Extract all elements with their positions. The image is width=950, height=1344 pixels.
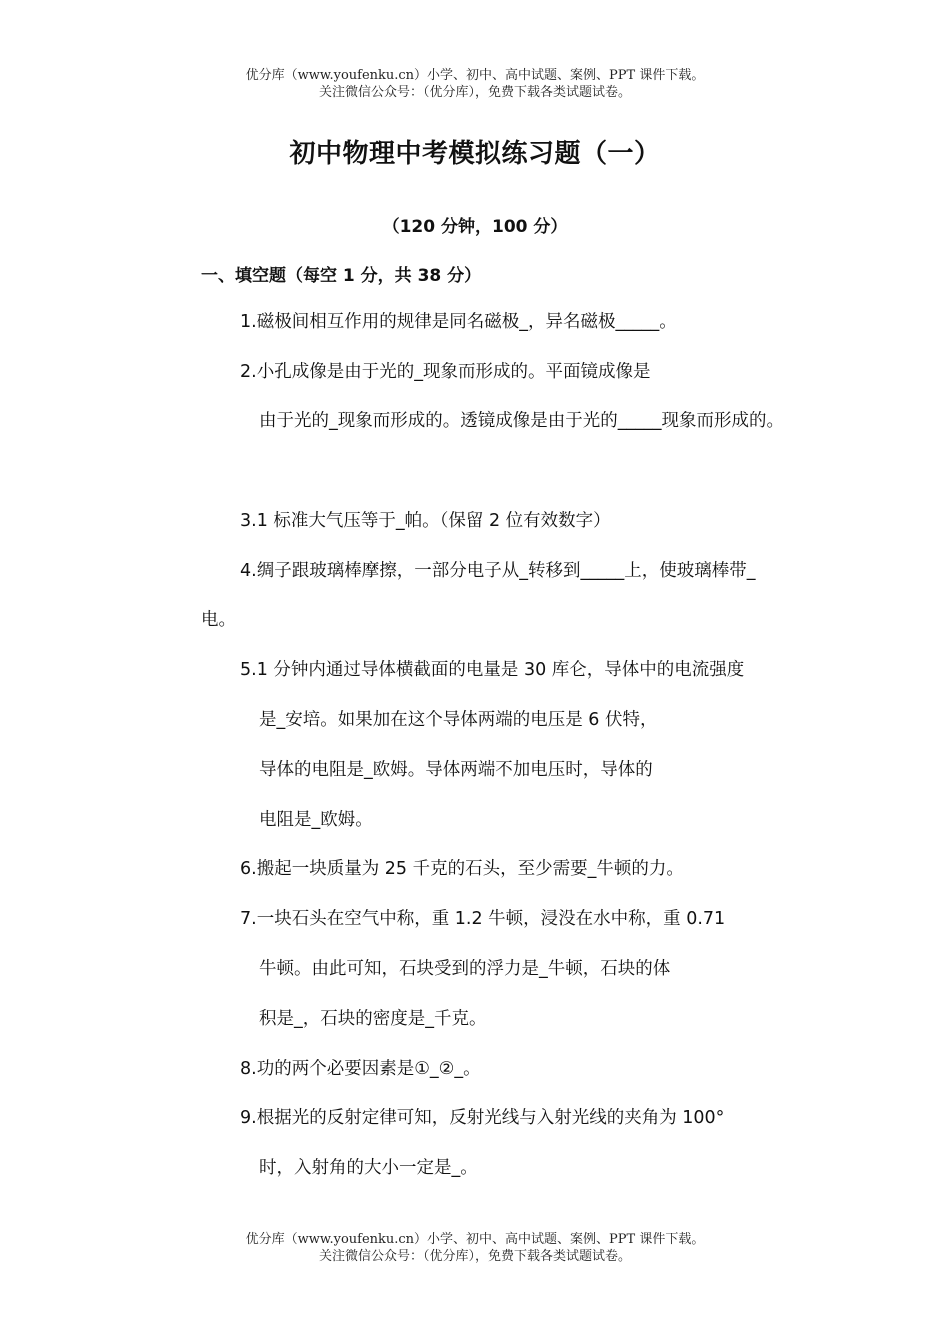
question-line: 9.根据光的反射定律可知，反射光线与入射光线的夹角为 100° xyxy=(240,1108,725,1128)
page-title: 初中物理中考模拟练习题（一） xyxy=(289,139,661,169)
question-line: 2.小孔成像是由于光的_现象而形成的。平面镜成像是 xyxy=(240,362,651,382)
question-line: 4.绸子跟玻璃棒摩擦，一部分电子从_转移到_____上，使玻璃棒带_ xyxy=(240,561,756,581)
page-header xyxy=(0,67,950,101)
question-line: 牛顿。由此可知，石块受到的浮力是_牛顿，石块的体 xyxy=(259,959,671,979)
question-line: 积是_，石块的密度是_千克。 xyxy=(259,1009,487,1029)
question-line: 电。 xyxy=(201,610,236,630)
question-line: 电阻是_欧姆。 xyxy=(259,810,373,830)
header-line-2: 关注微信公众号：（优分库），免费下载各类试题试卷。 xyxy=(318,85,631,100)
question-line: 5.1 分钟内通过导体横截面的电量是 30 库仑，导体中的电流强度 xyxy=(240,660,745,680)
header-line-1: 优分库（www.youfenku.cn）小学、初中、高中试题、案例、PPT 课件下载。 xyxy=(245,68,705,83)
footer-line-1: 优分库（www.youfenku.cn）小学、初中、高中试题、案例、PPT 课件下载。 xyxy=(245,1232,705,1247)
question-line: 导体的电阻是_欧姆。导体两端不加电压时，导体的 xyxy=(259,760,653,780)
question-line: 3.1 标准大气压等于_帕。（保留 2 位有效数字） xyxy=(240,511,611,531)
question-line: 1.磁极间相互作用的规律是同名磁极_，异名磁极_____。 xyxy=(240,312,677,332)
page-footer xyxy=(0,1231,950,1265)
question-line: 8.功的两个必要因素是①_②_。 xyxy=(240,1059,481,1079)
question-line: 7.一块石头在空气中称，重 1.2 牛顿，浸没在水中称，重 0.71 xyxy=(240,909,726,929)
question-line: 时，入射角的大小一定是_。 xyxy=(259,1158,478,1178)
question-line: 6.搬起一块质量为 25 千克的石头，至少需要_牛顿的力。 xyxy=(240,859,684,879)
footer-line-2: 关注微信公众号：（优分库），免费下载各类试题试卷。 xyxy=(318,1249,631,1264)
page-subtitle: （120 分钟，100 分） xyxy=(382,217,568,237)
question-line: 由于光的_现象而形成的。透镜成像是由于光的_____现象而形成的。 xyxy=(259,411,784,431)
section-heading: 一、填空题（每空 1 分，共 38 分） xyxy=(201,266,482,286)
question-line: 是_安培。如果加在这个导体两端的电压是 6 伏特， xyxy=(259,710,658,730)
